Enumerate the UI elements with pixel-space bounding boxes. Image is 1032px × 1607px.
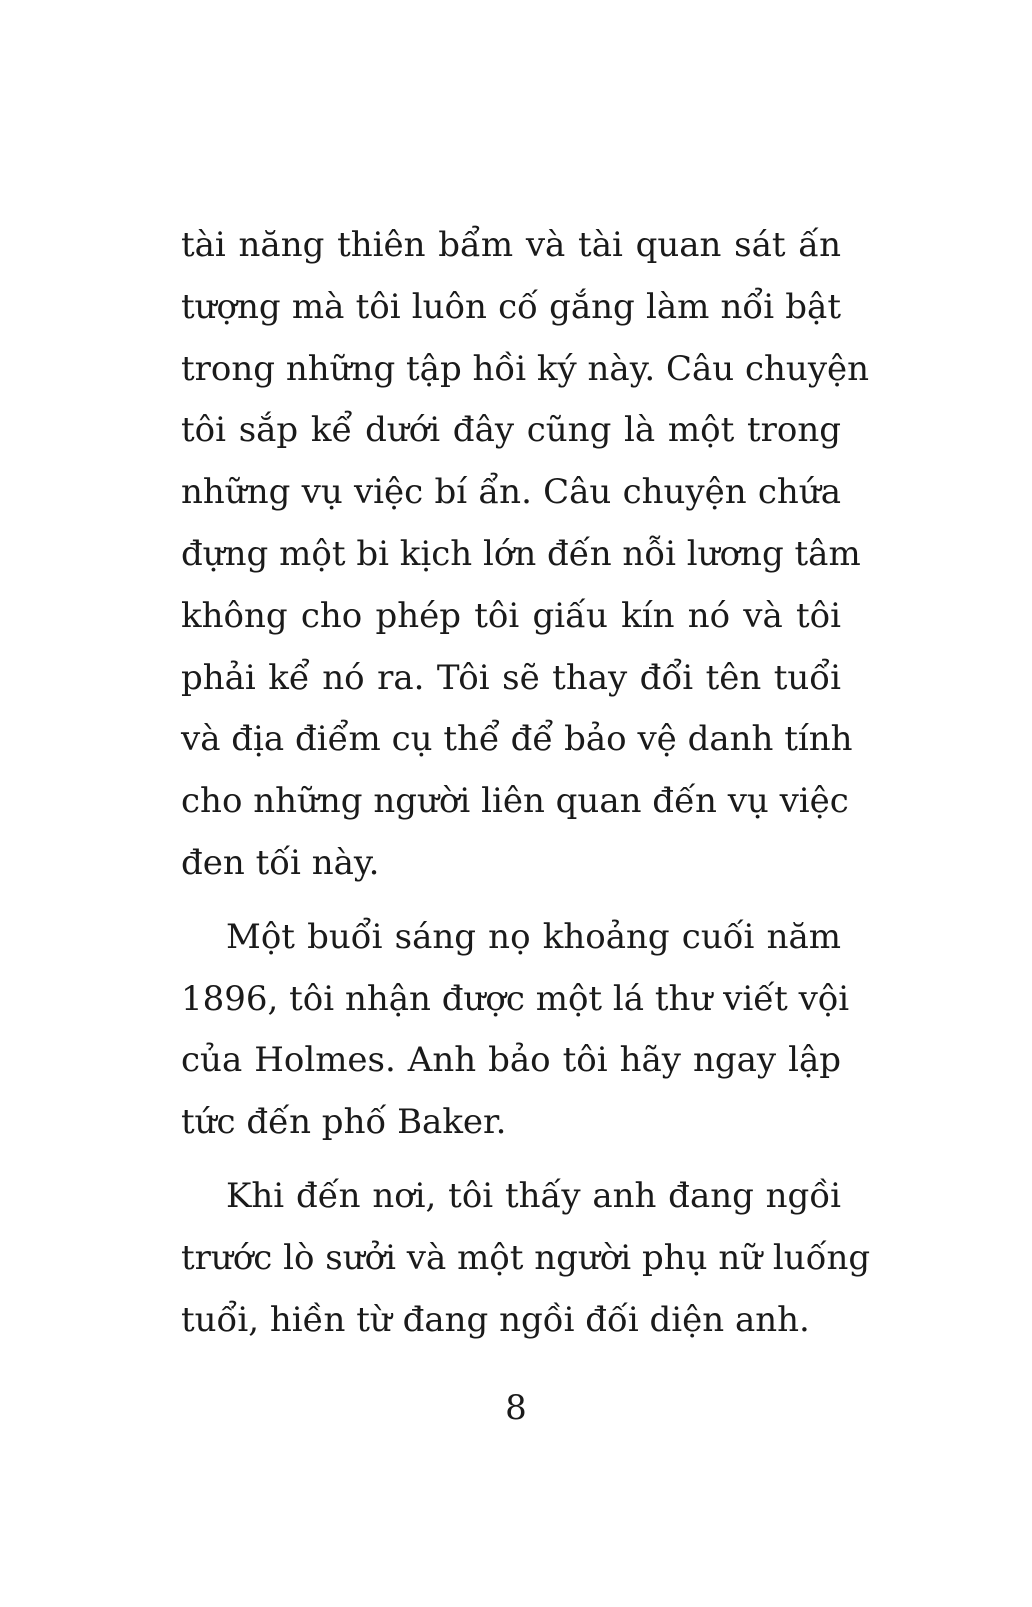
paragraph-spacer (181, 895, 841, 907)
text-line: tức đến phố Baker. (181, 1102, 507, 1143)
text-line: phải kể nó ra. Tôi sẽ thay đổi tên tuổi (181, 657, 841, 698)
text-line: tài năng thiên bẩm và tài quan sát ấn (181, 225, 841, 265)
page-number: 8 (505, 1388, 527, 1428)
text-line: tượng mà tôi luôn cố gắng làm nổi bật (181, 286, 841, 327)
text-line: tôi sắp kể dưới đây cũng là một trong (181, 410, 841, 451)
text-line: 1896, tôi nhận được một lá thư viết vội (181, 978, 850, 1019)
paragraph-3 (181, 1166, 871, 1351)
text-line: Một buổi sáng nọ khoảng cuối năm (226, 916, 841, 957)
paragraph-spacer (181, 1154, 841, 1166)
body-text (181, 215, 871, 1351)
text-line: đen tối này. (181, 842, 380, 883)
text-line: Khi đến nơi, tôi thấy anh đang ngồi (226, 1175, 841, 1216)
text-line: của Holmes. Anh bảo tôi hãy ngay lập (181, 1040, 841, 1081)
paragraph-2 (181, 907, 850, 1154)
text-line: cho những người liên quan đến vụ việc (181, 781, 849, 822)
text-line: trong những tập hồi ký này. Câu chuyện (181, 348, 870, 389)
text-line: trước lò sưởi và một người phụ nữ luống (181, 1237, 871, 1278)
text-line: không cho phép tôi giấu kín nó và tôi (181, 595, 841, 636)
text-line: những vụ việc bí ẩn. Câu chuyện chứa (181, 472, 841, 513)
paragraph-1 (181, 215, 870, 895)
text-line: tuổi, hiền từ đang ngồi đối diện anh. (181, 1299, 810, 1340)
text-line: đựng một bi kịch lớn đến nỗi lương tâm (181, 533, 861, 574)
text-line: và địa điểm cụ thể để bảo vệ danh tính (181, 719, 853, 760)
